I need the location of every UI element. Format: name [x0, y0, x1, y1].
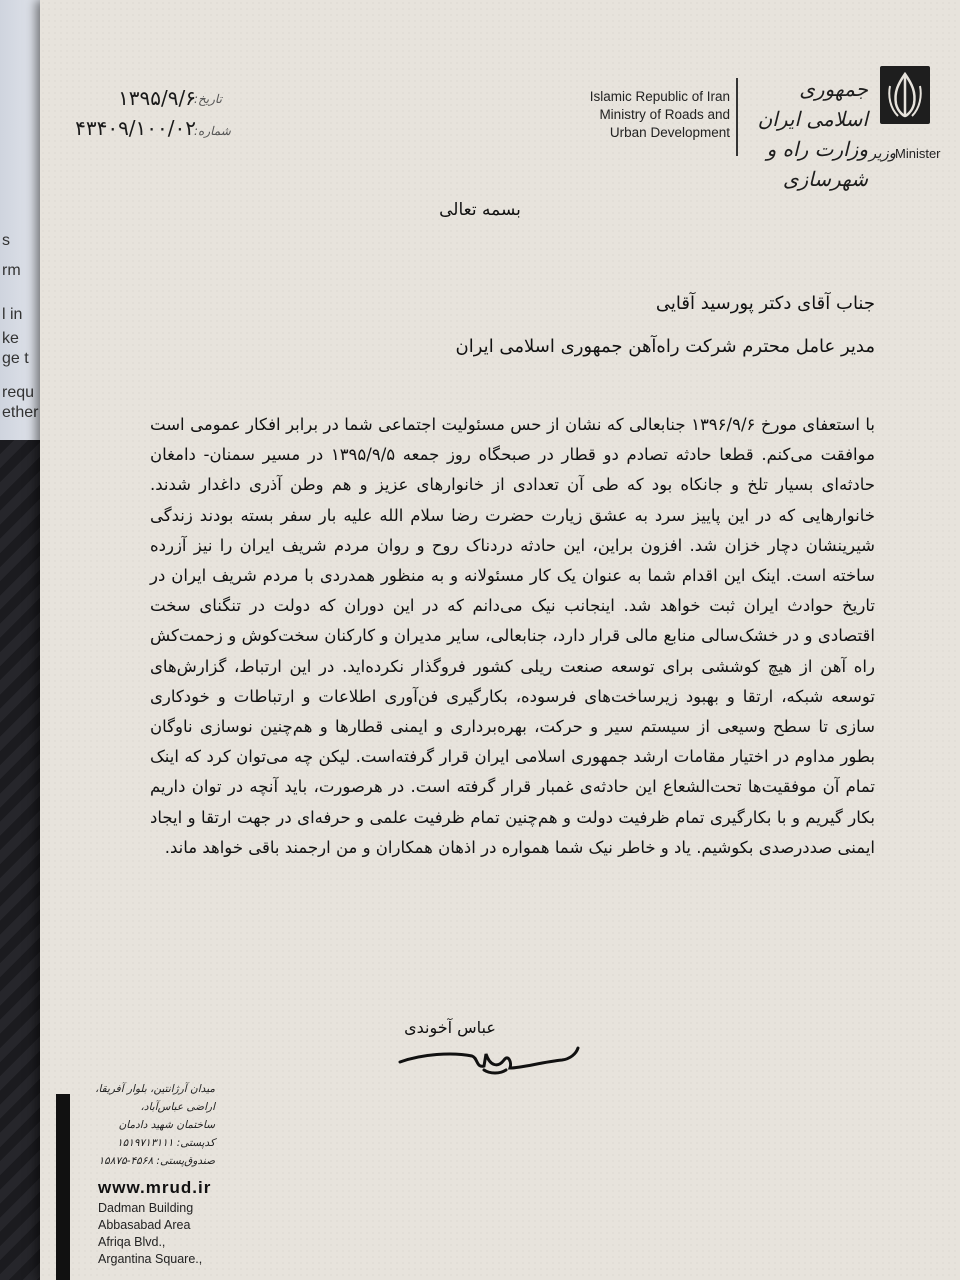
letter-paragraph: با استعفای مورخ ۱۳۹۶/۹/۶ جنابعالی که نشان از حس مسئولیت اجتماعی شما در برابر افکار عمومی است موافقت می‌کنم. قطعا حادثه تصادم دو قطار در صبحگاه روز جمعه ۱۳۹۵/۹/۵ در مسیر سمنان- دامغان حادثه‌ای بسیار تلخ و جانکاه بود که طی آن تعدادی از خانوارهای عزیز و هم وطن آذری داغدار شدند. خانوارهایی که در این پاییز سرد به عشق زیارت حضرت رضا سلام الله علیه بار سفر بسته بودند زندگی شیرینشان دچار خزان شد. افزون براین، این حادثه دردناک روح و روان مردم شریف ایران را نیز آزرده ساخته است. اینک این اقدام شما به عنوان یک کار مسئولانه و به منظور همدردی با مردم شریف ایران در تاریخ حوادث ایران ثبت خواهد شد. اینجانب نیک می‌دانم که در این دوران که دولت در تنگنای سخت اقتصادی و در خشک‌سالی منابع مالی قرار دارد، جنابعالی، سایر مدیران و کارکنان سخت‌کوش و زحمت‌کش راه آهن از هیچ کوششی برای توسعه صنعت ریلی کشور فروگذار نکرده‌اید. در این ارتباط، گزارش‌های توسعه شبکه، ارتقا و بهبود زیرساخت‌های فرسوده، بکارگیری فن‌آوری اطلاعات و ارتباطات و خودکاری سازی تا سطح وسیعی از سیستم سیر و حرکت، بهره‌برداری و ایمنی قطارها و هم‌چنین نوسازی ناوگان بطور مداوم در اختیار مقامات ارشد جمهوری اسلامی ایران قرار گرفته‌است. لیکن چه می‌توان کرد که اینک تمام آن موفقیت‌ها تحت‌الشعاع این حادثه‌ی غمبار قرار گرفته است. در هرصورت، باید آنچه در توان داریم بکار گیریم و با بکارگیری تمام ظرفیت دولت و هم‌چنین تمام ظرفیت علمی و حرفه‌ای در جهت ارتقا و ایجاد ایمنی صددرصدی بکوشیم. یاد و خاطر نیک شما همواره در اذهان همکاران و من ارجمند باقی خواهد ماند.: [150, 415, 875, 857]
footer-fa-line: اراضی عباس‌آباد،: [140, 1101, 215, 1113]
ministry-fa-line: جمهوری اسلامی ایران: [757, 77, 868, 131]
footer-en-line: Abbasabad Area: [98, 1218, 191, 1232]
footer-fa-line: میدان آرژانتین، بلوار آفریقا،: [95, 1083, 215, 1095]
salutation: بسمه تعالی: [439, 200, 521, 220]
letterhead-divider: [736, 78, 738, 156]
ministry-name-fa: [738, 74, 868, 194]
ministry-en-line: Ministry of Roads and: [599, 107, 730, 122]
background-text: l in: [2, 306, 23, 323]
ministry-fa-line: وزارت راه و شهرسازی: [766, 137, 868, 191]
ministry-name-en: [560, 88, 730, 142]
minister-title-fa: وزیر: [869, 144, 896, 162]
signer-name: عباس آخوندی: [404, 1018, 496, 1037]
background-text: ether: [2, 404, 39, 421]
footer-fa-line: کدپستی: ۱۵۱۹۷۱۳۱۱۱: [116, 1137, 215, 1149]
background-text: ke: [2, 330, 19, 347]
ministry-en-line: Urban Development: [609, 125, 730, 140]
footer-address-fa: [80, 1080, 215, 1170]
background-text: s: [2, 232, 10, 249]
letter-body: [150, 410, 875, 863]
number-value: ۴۳۴۰۹/۱۰۰/۰۲: [75, 116, 196, 140]
footer-en-line: Afriqa Blvd.,: [98, 1235, 166, 1249]
footer-fa-line: ساختمان شهید دادمان: [118, 1119, 215, 1131]
footer-en-line: Argantina Square.,: [98, 1252, 203, 1266]
minister-title-en: Minister: [895, 146, 941, 161]
background-text: ge t: [2, 350, 29, 367]
addressee-title: مدیر عامل محترم شرکت راه‌آهن جمهوری اسلامی ایران: [455, 336, 875, 357]
background-text: rm: [2, 262, 21, 279]
footer-en-line: Dadman Building: [98, 1201, 194, 1215]
date-value: ۱۳۹۵/۹/۶: [118, 86, 196, 110]
addressee-name: جناب آقای دکتر پورسید آقایی: [655, 293, 875, 314]
iran-emblem-icon: [880, 66, 930, 124]
footer-fa-line: صندوق‌پستی: ۴۵۶۸-۱۵۸۷۵: [98, 1155, 215, 1167]
signature-icon: [392, 1040, 592, 1080]
background-text: requ: [2, 384, 35, 401]
footer-bar: [56, 1094, 70, 1280]
number-label: شماره:: [194, 124, 231, 138]
footer-website: www.mrud.ir: [98, 1178, 212, 1197]
footer-address-en: [98, 1200, 238, 1268]
ministry-en-line: Islamic Republic of Iran: [589, 89, 730, 104]
date-label: تاریخ:: [194, 92, 222, 106]
